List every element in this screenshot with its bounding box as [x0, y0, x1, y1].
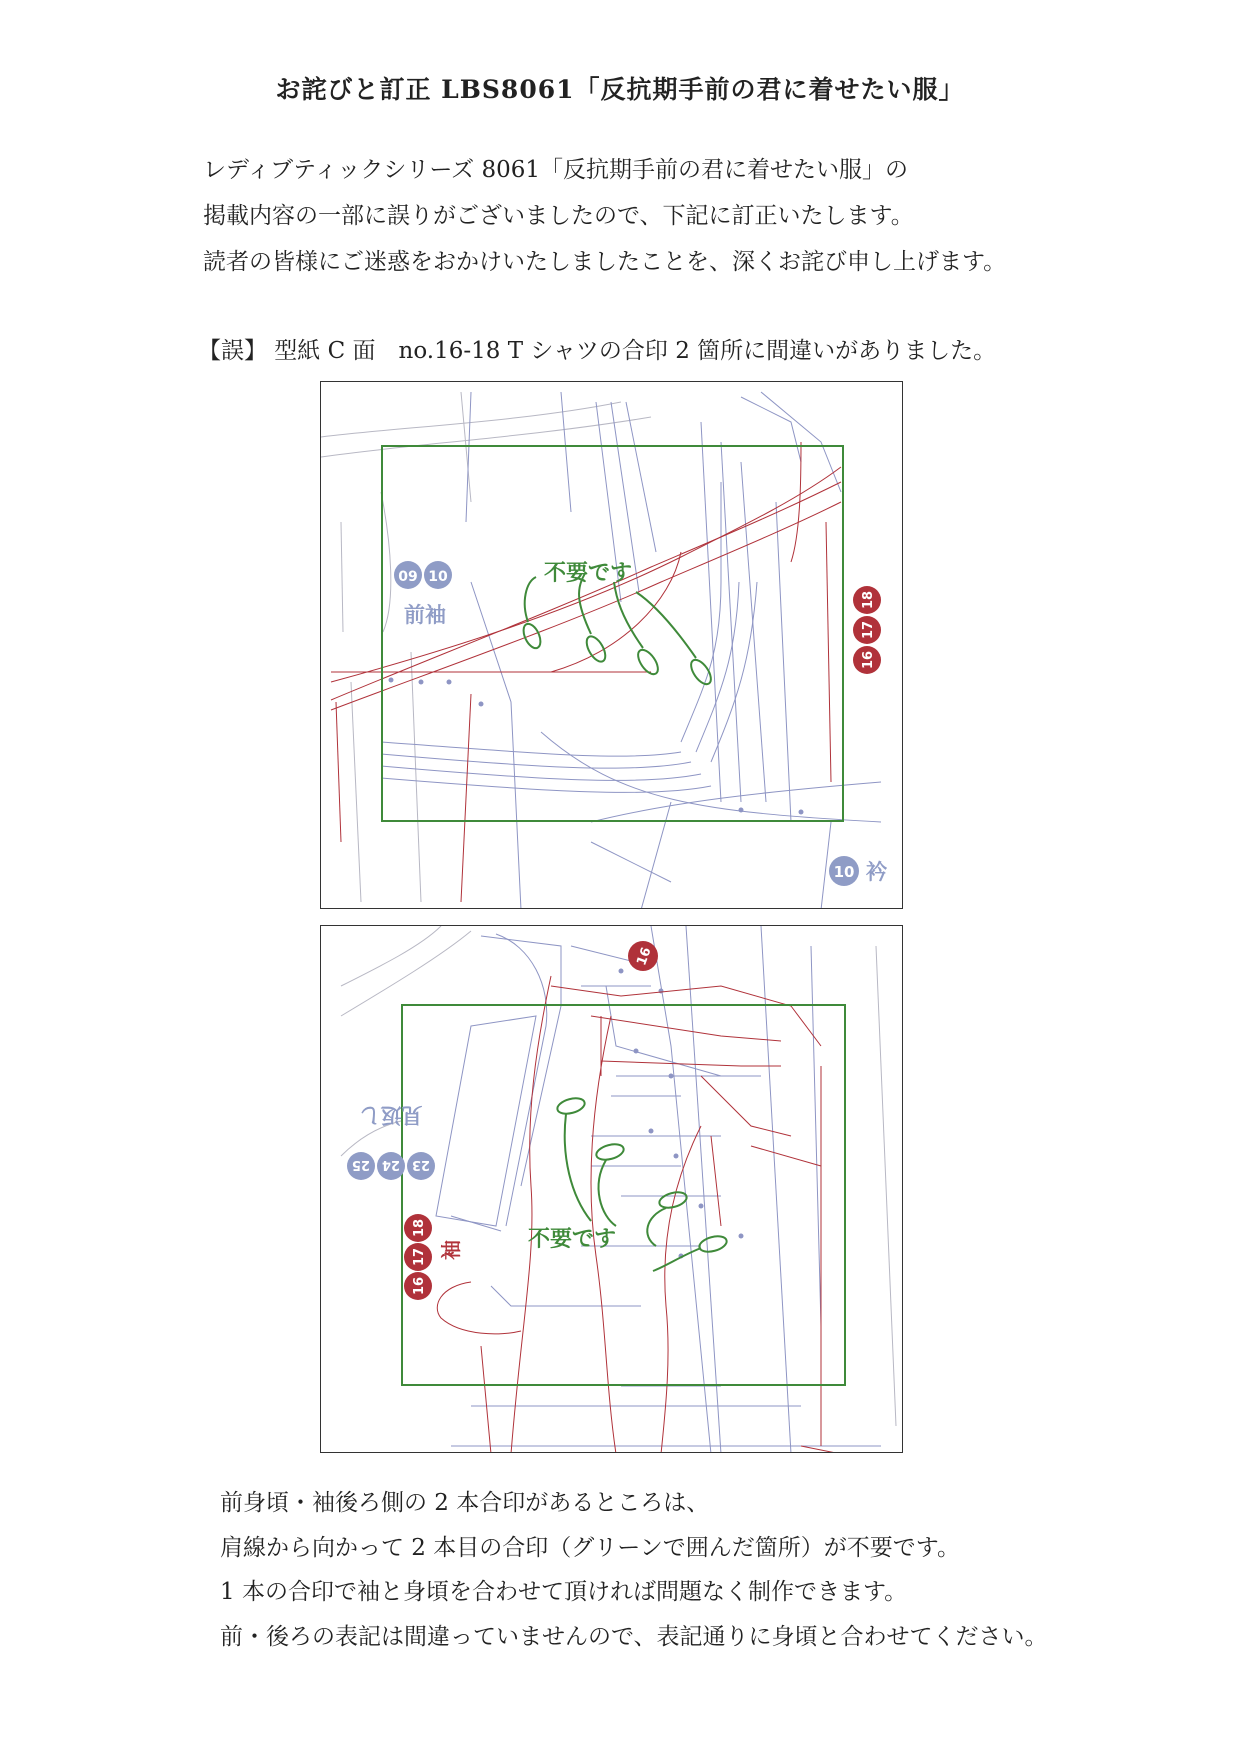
svg-text:16: 16 — [861, 650, 876, 670]
pattern-diagram-1 — [321, 382, 903, 909]
callout-label: 不要です — [543, 561, 633, 586]
note-line: 肩線から向かって 2 本目の合印（グリーンで囲んだ箇所）が不要です。 — [220, 1534, 960, 1561]
intro-line: 読者の皆様にご迷惑をおかけいたしましたことを、深くお詫び申し上げます。 — [203, 249, 1007, 275]
svg-text:25: 25 — [351, 1157, 371, 1172]
callout-label: 不要です — [527, 1227, 617, 1252]
piece-badge-16-top — [628, 941, 658, 971]
note-line: 前・後ろの表記は間違っていませんので、表記通りに身頃と合わせてください。 — [220, 1623, 1048, 1650]
svg-text:17: 17 — [412, 1247, 427, 1267]
svg-text:17: 17 — [861, 620, 876, 640]
pattern-figure-2 — [320, 925, 903, 1453]
piece-badge-23-24-25 — [347, 1152, 435, 1180]
note-line: 1 本の合印で袖と身頃を合わせて頂ければ問題なく制作できます。 — [220, 1579, 908, 1605]
svg-text:23: 23 — [411, 1157, 431, 1172]
svg-text:18: 18 — [412, 1218, 427, 1238]
svg-text:18: 18 — [861, 590, 876, 610]
pattern-diagram-2 — [321, 926, 903, 1453]
intro-paragraph — [203, 147, 1006, 285]
error-heading: 【誤】 型紙 C 面 no.16-18 T シャツの合印 2 箇所に間違いがありました。 — [198, 338, 997, 364]
svg-text:24: 24 — [381, 1157, 401, 1172]
piece-badge-10 — [829, 856, 859, 886]
svg-text:09: 09 — [398, 569, 418, 585]
page-title: お詫びと訂正 LBS8061「反抗期手前の君に着せたい服」 — [275, 75, 965, 104]
svg-text:10: 10 — [428, 569, 448, 585]
piece-label-front-sleeve: 前袖 — [404, 603, 446, 627]
piece-label-collar: 衿 — [866, 860, 887, 884]
svg-text:16: 16 — [634, 945, 655, 968]
piece-badge-16-17-18 — [853, 586, 881, 674]
intro-line: レディブティックシリーズ 8061「反抗期手前の君に着せたい服」の — [203, 157, 909, 183]
note-line: 前身頃・袖後ろ側の 2 本合印があるところは、 — [220, 1490, 710, 1516]
piece-badge-09-10 — [394, 561, 452, 589]
piece-badge-16-17-18 — [404, 1214, 432, 1300]
svg-text:10: 10 — [833, 863, 855, 881]
svg-text:16: 16 — [412, 1276, 427, 1296]
intro-line: 掲載内容の一部に誤りがございましたので、下記に訂正いたします。 — [203, 203, 914, 229]
correction-notes — [220, 1481, 1048, 1659]
piece-label-sleeve: 袖 — [439, 1240, 463, 1260]
piece-label-facing: 見返し — [359, 1103, 423, 1127]
pattern-figure-1 — [320, 381, 903, 909]
